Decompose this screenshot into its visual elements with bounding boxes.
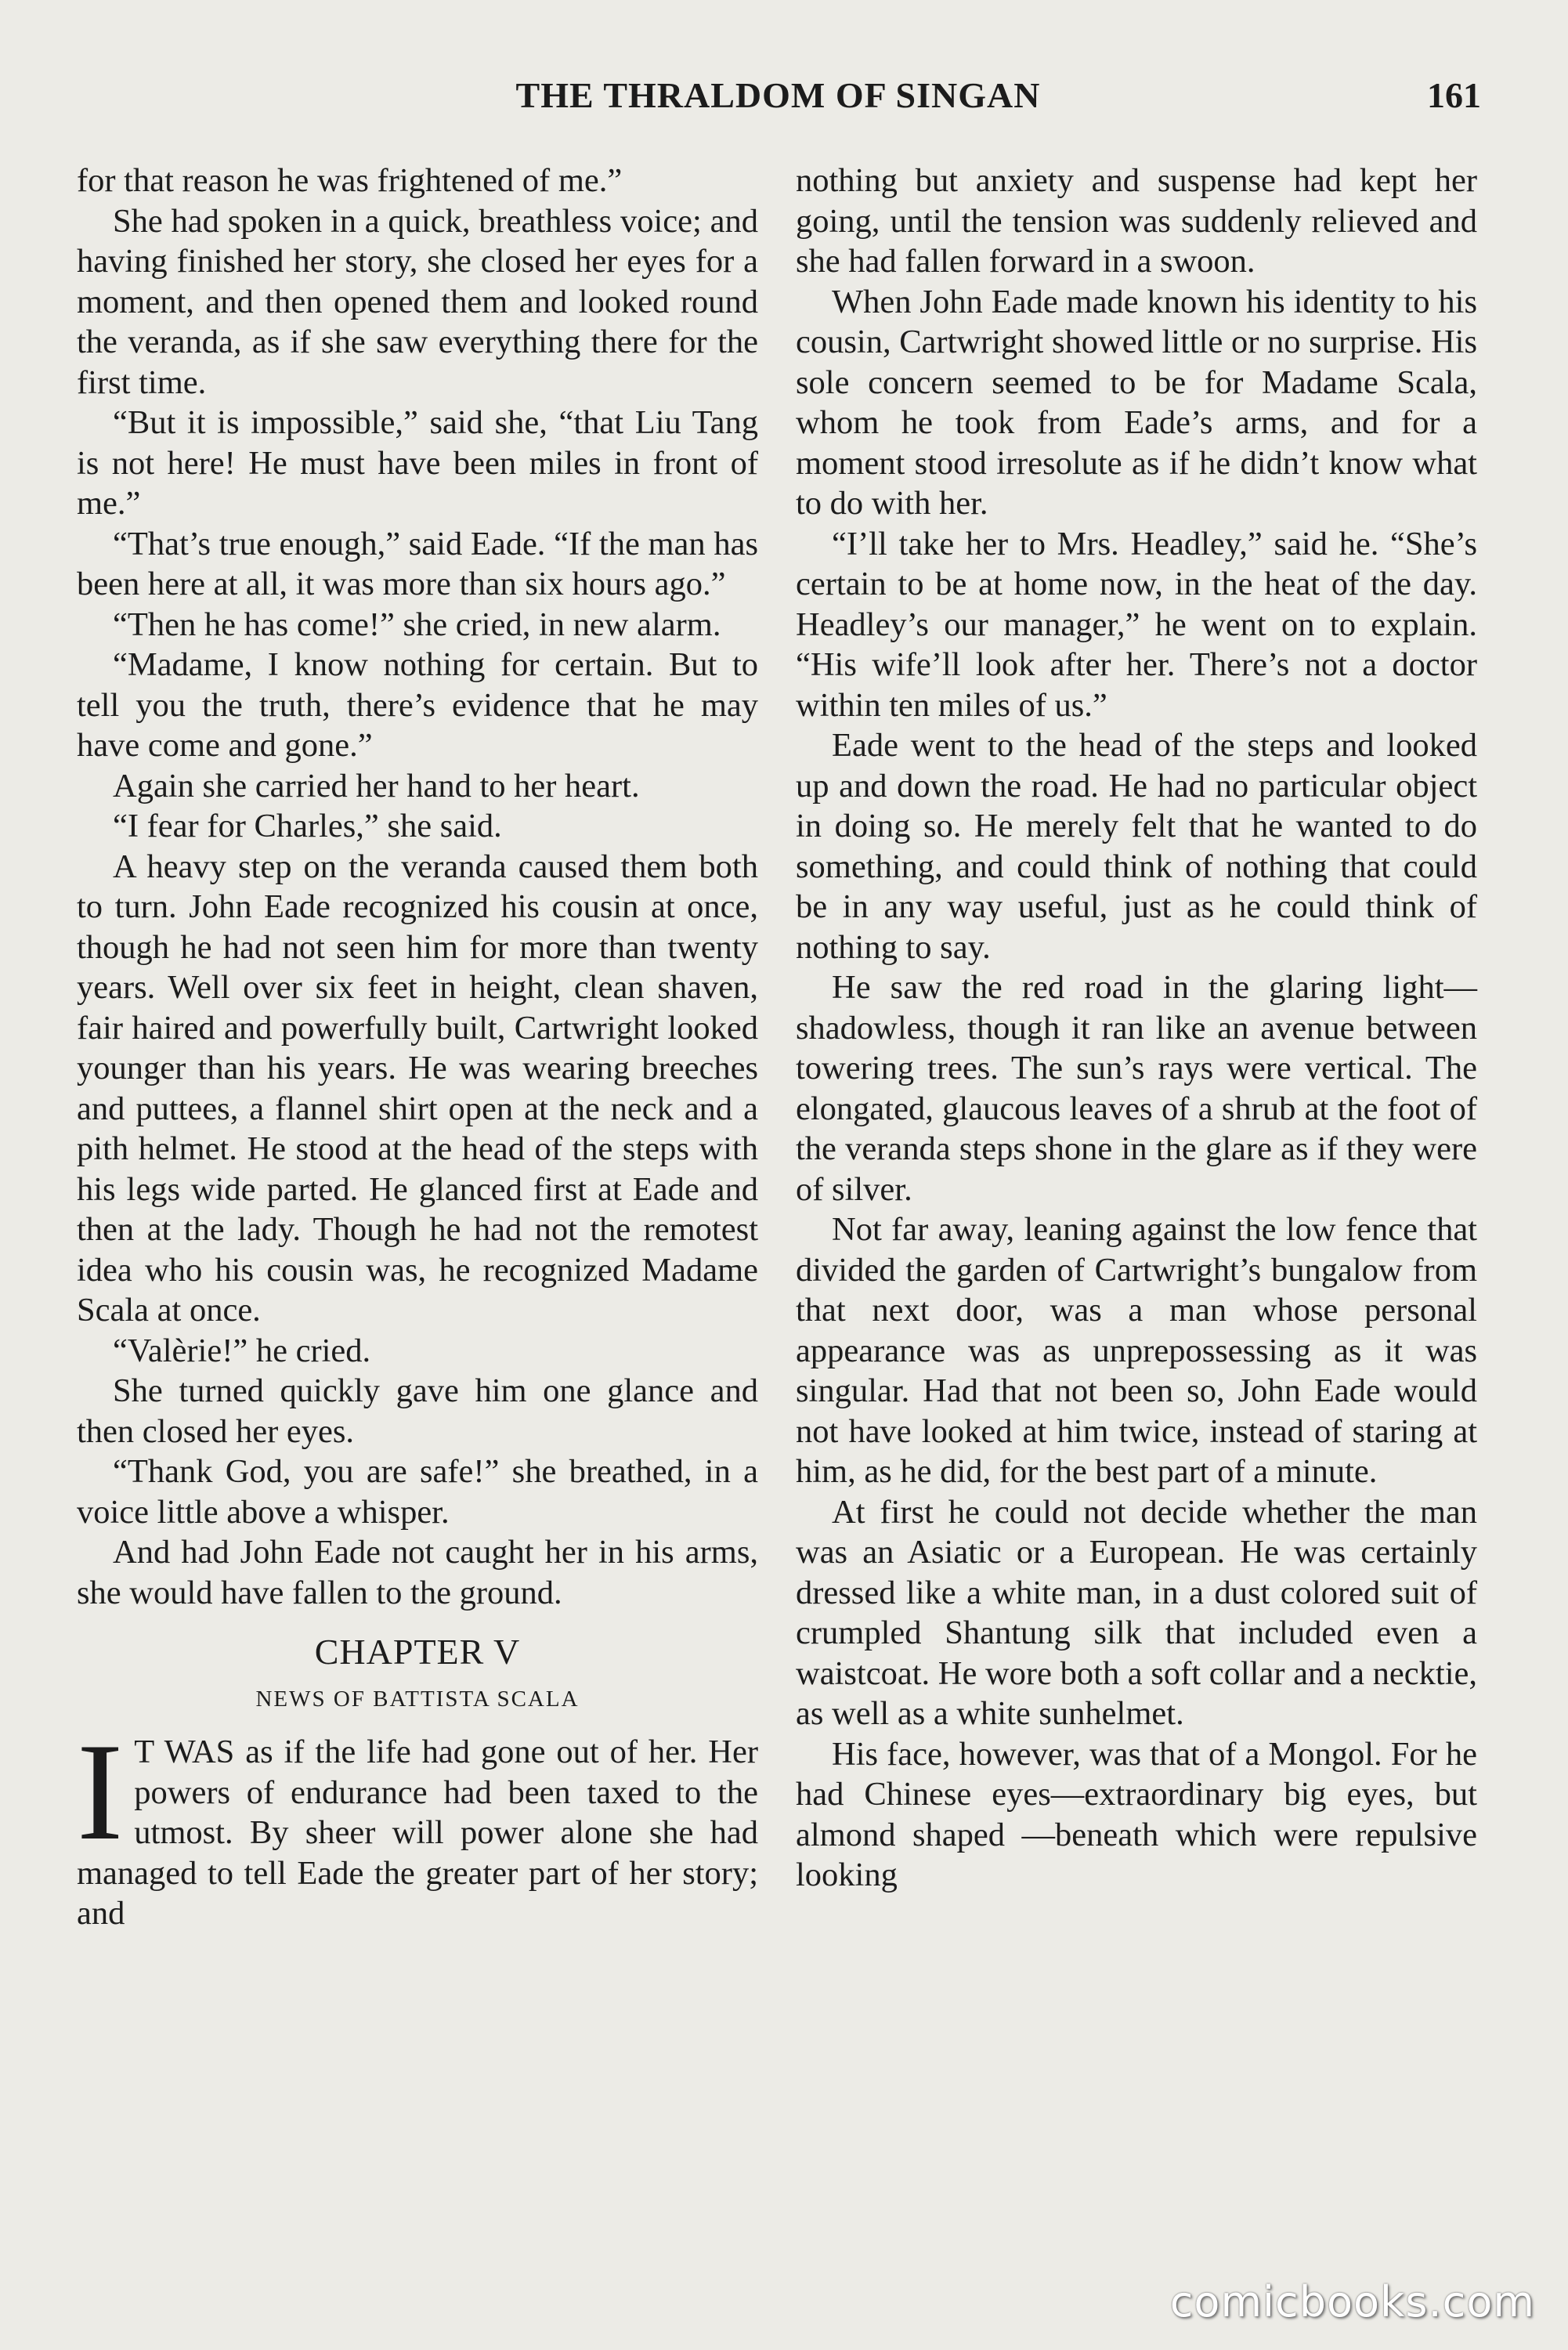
paragraph: At first he could not decide whether the man was an Asiatic or a European. He was certainly dressed like a white man, in a dust colored suit of crumpled Shantung silk that included even a waistcoat. He wore both a soft collar and a necktie, as well as a white sunhelmet. — [796, 1493, 1477, 1732]
paragraph: Again she carried her hand to her heart. — [113, 767, 640, 804]
paragraph: She had spoken in a quick, breathless voice; and having finished her story, she closed her eyes for a moment, and then opened them and looked round the veranda, as if she saw everything there for the first time. — [77, 202, 758, 401]
paragraph: nothing but anxiety and suspense had kept her going, until the tension was suddenly relieved and she had fallen forward in a swoon. — [796, 162, 1477, 280]
chapter-opening-paragraph — [77, 1714, 758, 1934]
paragraph: Not far away, leaning against the low fence that divided the garden of Cartwright’s bungalow from that next door, was a man whose personal appearance was as unprepossessing as it was singular. Had that not been so, John Eade would not have looked at him twice, instead of staring at him, as he did, for the best part of a minute. — [796, 1211, 1477, 1490]
paragraph: “That’s true enough,” said Eade. “If the man has been here at all, it was more than six hours ago.” — [77, 525, 758, 602]
paragraph: “Valèrie!” he cried. — [113, 1332, 371, 1369]
paragraph: for that reason he was frightened of me.” — [77, 162, 623, 199]
paragraph: And had John Eade not caught her in his arms, she would have fallen to the ground. — [77, 1534, 758, 1611]
chapter-opening-text: T WAS as if the life had gone out of her. Her powers of endurance had been taxed to the utmost. By sheer will power alone she had managed to tell Eade the greater part of her story; and — [77, 1734, 758, 1932]
left-column — [77, 161, 758, 1934]
paragraph: “I fear for Charles,” she said. — [113, 808, 502, 844]
paragraph: She turned quickly gave him one glance and then closed her eyes. — [77, 1372, 758, 1450]
paragraph: “But it is impossible,” said she, “that Liu Tang is not here! He must have been miles in front of me.” — [77, 404, 758, 522]
paragraph: “Then he has come!” she cried, in new alarm. — [113, 606, 721, 643]
right-column — [796, 161, 1477, 1896]
chapter-subtitle: NEWS OF BATTISTA SCALA — [255, 1687, 580, 1712]
paragraph: “Thank God, you are safe!” she breathed, in a voice little above a whisper. — [77, 1453, 758, 1531]
paragraph: A heavy step on the veranda caused them both to turn. John Eade recognized his cousin at once, though he had not seen him for more than twenty years. Well over six feet in height, clean shaven, fair haired and powerfully built, Cartwright looked younger than his years. He was wearing breeches and puttees, a flannel shirt open at the neck and a pith helmet. He stood at the head of the steps with his legs wide parted. He glanced first at Eade and then at the lady. Though he had not the remotest idea who his cousin was, he recognized Madame Scala at once. — [77, 848, 758, 1329]
paragraph: Eade went to the head of the steps and looked up and down the road. He had no particular object in doing so. He merely felt that he wanted to do something, and could think of nothing that could be in any way useful, just as he could think of nothing to say. — [796, 727, 1477, 966]
paragraph: He saw the red road in the glaring light—shadowless, though it ran like an avenue between towering trees. The sun’s rays were vertical. The elongated, glaucous leaves of a shrub at the foot of the veranda steps shone in the glare as if they were of silver. — [796, 969, 1477, 1208]
chapter-title: CHAPTER V — [314, 1632, 521, 1672]
paragraph: When John Eade made known his identity to his cousin, Cartwright showed little or no surprise. His sole concern seemed to be for Madame Scala, whom he took from Eade’s arms, and for a moment stood irresolute as if he didn’t know what to do with her. — [796, 283, 1477, 522]
watermark-logo: comicbooks.com — [1169, 2277, 1535, 2326]
drop-cap: I — [77, 1714, 124, 1869]
page-header — [75, 72, 1481, 119]
paragraph: “Madame, I know nothing for certain. But to tell you the truth, there’s evidence that he may have come and gone.” — [77, 646, 758, 764]
page-number: 161 — [1427, 75, 1481, 115]
paragraph: His face, however, was that of a Mongol. For he had Chinese eyes—extraordinary big eyes, but almond shaped —beneath which were repulsive looking — [796, 1735, 1477, 1893]
paragraph: “I’ll take her to Mrs. Headley,” said he. “She’s certain to be at home now, in the heat of the day. Headley’s our manager,” he went on to explain. “His wife’ll look after her. There’s not a doctor within ten miles of us.” — [796, 525, 1477, 724]
running-head: THE THRALDOM OF SINGAN — [515, 75, 1041, 115]
